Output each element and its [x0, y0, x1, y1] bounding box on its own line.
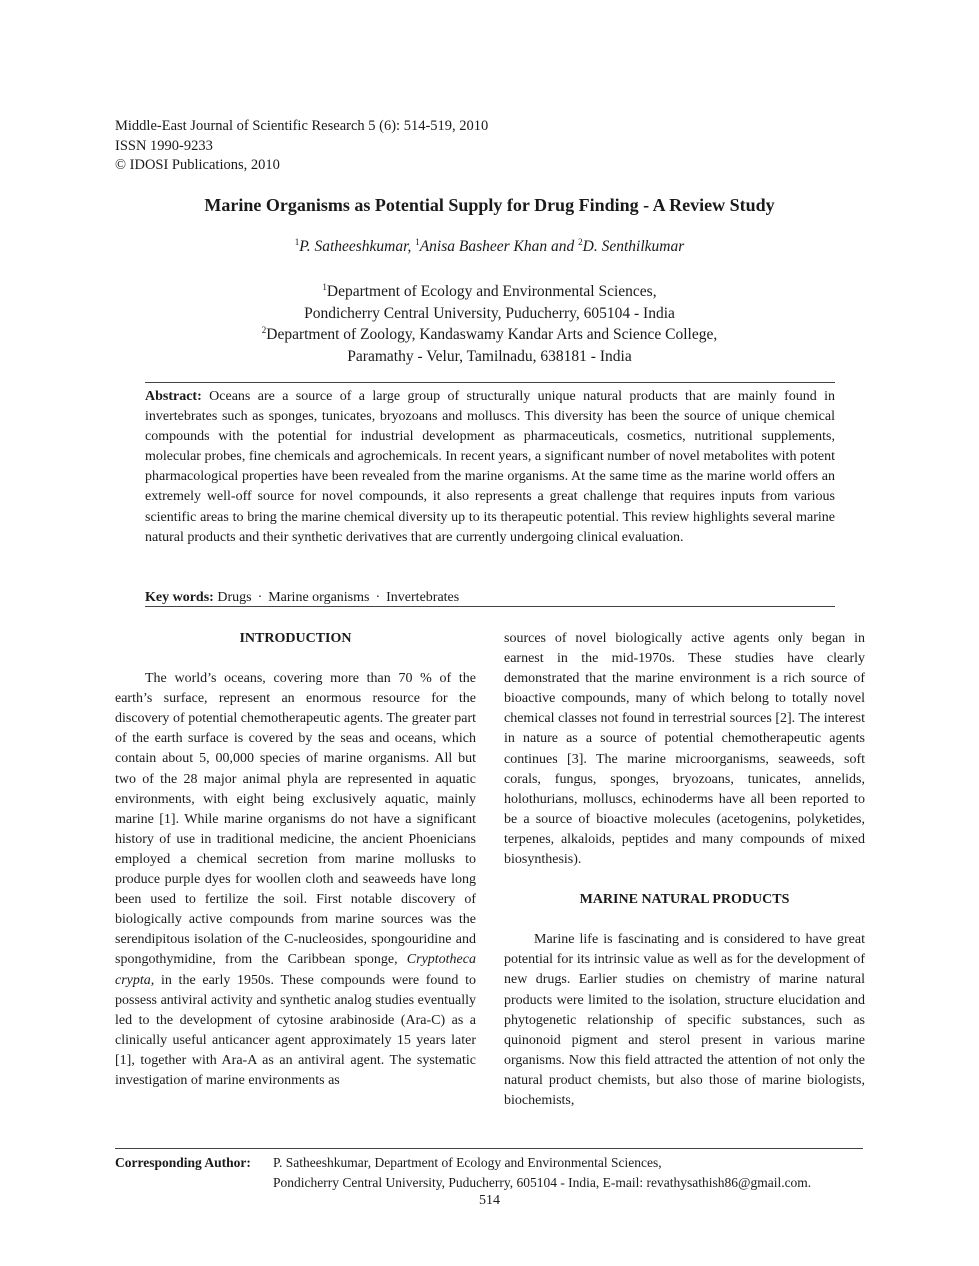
- journal-header: [115, 117, 488, 176]
- author-affil-sup: 1: [415, 237, 420, 247]
- affiliation-sup: 1: [322, 282, 327, 292]
- continued-paragraph: sources of novel biologically active agents only began in earnest in the mid-1970s. These studies have clearly demonstrated that the marine environment is a rich source of bioactive compounds, many of which belong to totally novel chemical classes not found in terrestrial sources [2]. The interest in nature as a source of potential chemotherapeutic agents continues [3]. The marine microorganisms, seaweeds, soft corals, fungus, sponges, bryozoans, tunicates, annelids, holothurians, molluscs, echinoderms have all been reported to be a source of bioactive molecules (acetogenins, polyketides, terpenes, alkaloids, peptides and many compounds of mixed biosynthesis).: [504, 631, 865, 868]
- keywords-label: Key words:: [145, 590, 214, 605]
- abstract: [145, 387, 835, 548]
- abstract-label: Abstract:: [145, 389, 202, 404]
- affiliation-1-line-2: Pondicherry Central University, Puducherry, 605104 - India: [304, 304, 675, 322]
- journal-issn: ISSN 1990-9233: [115, 137, 213, 154]
- author-affil-sup: 2: [578, 237, 583, 247]
- journal-citation: Middle-East Journal of Scientific Research 5 (6): 514-519, 2010: [115, 118, 489, 134]
- keyword: Marine organisms: [268, 590, 370, 605]
- right-column: [504, 629, 865, 1111]
- journal-copyright: © IDOSI Publications, 2010: [115, 157, 280, 173]
- species-name: Cryptotheca crypta,: [115, 952, 476, 988]
- affiliation-text: Department of Ecology and Environmental Sciences,: [326, 283, 657, 300]
- abstract-text: Oceans are a source of a large group of structurally unique natural products that are mainly found in invertebrates such as sponges, tunicates, bryozoans and molluscs. This diversity has been the source of unique chemical compounds with the potential for industrial development as pharmaceuticals, cosmetics, nutritional supplements, molecular probes, fine chemicals and agrochemicals. In recent years, a significant number of novel metabolites with potent pharmacological properties have been revealed from the marine organisms. At the same time as the marine world offers an extremely well-off source for novel compounds, it also represents a great challenge that requires inputs from various scientific areas to bring the marine chemical diversity up to its therapeutic potential. This review highlights several marine natural products and their synthetic derivatives that are currently undergoing clinical evaluation.: [145, 389, 836, 545]
- keyword-separator: ·: [257, 590, 263, 605]
- keywords: [145, 588, 835, 608]
- affiliation-sup: 2: [261, 325, 267, 335]
- author-affil-sup: 1: [294, 237, 300, 247]
- keyword-separator: ·: [375, 590, 381, 605]
- abstract-top-rule: [145, 382, 835, 383]
- section-heading-introduction: INTRODUCTION: [239, 631, 352, 646]
- affiliation-text: Department of Zoology, Kandaswamy Kandar Arts and Science College,: [266, 326, 718, 343]
- paragraph-text: in the early 1950s. These compounds were found to possess antiviral activity and synthetic analog studies eventually led to the development of cytosine arabinoside (Ara-C) as a clinically useful anticancer agent approximately 15 years later [1], together with Ara-A as an antiviral agent. The systematic investigation of marine environments as: [115, 972, 476, 1088]
- keyword: Drugs: [217, 590, 252, 605]
- corresponding-author-line-1: P. Satheeshkumar, Department of Ecology and Environmental Sciences,: [273, 1155, 662, 1170]
- affiliation-2-line-1: [0, 324, 979, 346]
- introduction-paragraph: [115, 669, 476, 1091]
- marine-products-paragraph: Marine life is fascinating and is considered to have great potential for its intrinsic value as well as for the development of new drugs. Earlier studies on chemistry of marine natural products were limited to the isolation, structure elucidation and phytogenetic relationship of specific substances, such as quinonoid pigment and sterol present in various marine organisms. Now this field attracted the attention of not only the natural product chemists, but also those of marine biologists, biochemists,: [504, 932, 865, 1108]
- corresponding-author-label: Corresponding Author:: [115, 1155, 251, 1170]
- author-list: [0, 238, 979, 256]
- author-name: P. Satheeshkumar,: [299, 238, 412, 255]
- corresponding-author-line-2: Pondicherry Central University, Puducherry, 605104 - India, E-mail: revathysathish86@gmail.com.: [273, 1174, 812, 1190]
- author-name: Anisa Basheer Khan and: [419, 238, 579, 255]
- affiliation-1-line-1: [0, 281, 979, 303]
- affiliations: [0, 281, 979, 367]
- keywords-bottom-rule: [145, 606, 835, 607]
- keyword: Invertebrates: [386, 590, 460, 605]
- section-heading-marine-natural-products: MARINE NATURAL PRODUCTS: [579, 892, 790, 908]
- paragraph-text: The world’s oceans, covering more than 70 % of the earth’s surface, represent an enormous resource for the discovery of potential chemotherapeutic agents. The greater part of the earth surface is covered by the seas and oceans, which contain about 5, 00,000 species of marine organisms. All but two of the 28 major animal phyla are represented in aquatic environments, with eight being exclusively aquatic, mainly marine [1]. While marine organisms do not have a significant history of use in traditional medicine, the ancient Phoenicians employed a chemical secretion from marine mollusks to produce purple dyes for woollen cloth and seaweeds have long been used to fertilize the soil. First notable discovery of biologically active compounds from marine sources was the serendipitous isolation of the C-nucleosides, spongouridine and spongothymidine, from the Caribbean sponge,: [115, 671, 476, 968]
- affiliation-2-line-2: Paramathy - Velur, Tamilnadu, 638181 - India: [347, 347, 632, 365]
- author-name: D. Senthilkumar: [582, 238, 685, 255]
- footer-rule: [115, 1148, 863, 1149]
- paper-title: Marine Organisms as Potential Supply for Drug Finding - A Review Study: [204, 195, 775, 215]
- page-number: 514: [479, 1193, 500, 1208]
- left-column: [115, 629, 476, 1091]
